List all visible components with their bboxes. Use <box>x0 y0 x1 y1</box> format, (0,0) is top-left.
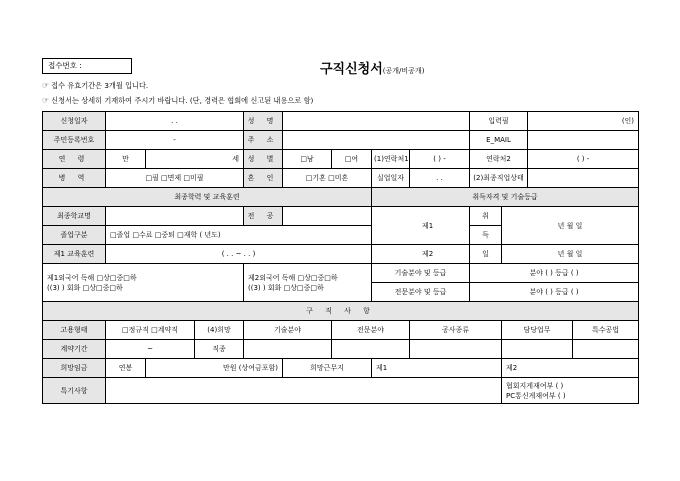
row-notes <box>43 378 639 404</box>
skill-area-header: 기술분야 <box>244 321 332 340</box>
expert-area-field[interactable] <box>332 340 410 359</box>
military-options[interactable]: □필 □면제 □미필 <box>106 169 244 188</box>
salary-annual-label: 연봉 <box>106 359 146 378</box>
notes-field[interactable] <box>106 378 502 404</box>
graduation-options[interactable]: □졸업 □수료 □중퇴 □재학 ( 년도) <box>106 226 372 245</box>
certification-section-header: 취득자격 및 기술등급 <box>372 188 639 207</box>
age-man: 만 <box>106 150 146 169</box>
language1-field[interactable] <box>43 264 244 302</box>
publication-options[interactable] <box>502 378 639 404</box>
language2-reading: 제2외국어 독해 □상□중□하 <box>248 273 338 282</box>
cert-label-chwi: 취 <box>470 207 502 226</box>
wish-job-label: (4)희망 <box>195 321 244 340</box>
duty-header: 담당업무 <box>502 321 573 340</box>
expert-field-value[interactable]: 분야 ( ) 등급 ( ) <box>470 283 639 302</box>
skill-field-value[interactable]: 분야 ( ) 등급 ( ) <box>470 264 639 283</box>
school-label: 최종학교명 <box>43 207 106 226</box>
contact2-label: 연락처2 <box>470 150 528 169</box>
age-label: 연 령 <box>43 150 106 169</box>
unemployment-date-label: 실업일자 <box>372 169 410 188</box>
row-school <box>43 207 639 226</box>
name-field[interactable] <box>283 112 470 131</box>
row-age <box>43 150 639 169</box>
construction-type-header: 공사종류 <box>410 321 502 340</box>
special-method-header: 특수공법 <box>573 321 639 340</box>
apply-date-label: 신청일자 <box>43 112 106 131</box>
cert1-date-field[interactable]: 년 월 일 <box>502 207 639 245</box>
school-field[interactable] <box>106 207 244 226</box>
gender-female-checkbox[interactable]: □여 <box>332 150 372 169</box>
expert-area-header: 전문분야 <box>332 321 410 340</box>
cert-label-deuk: 득 <box>470 226 502 245</box>
seal-field[interactable]: (인) <box>528 112 639 131</box>
marriage-options[interactable]: □기혼 □미혼 <box>283 169 372 188</box>
note-validity-text: 접수 유효기간은 3개월 입니다. <box>51 81 149 90</box>
marriage-label: 혼 인 <box>244 169 283 188</box>
application-form-table <box>42 111 639 404</box>
title-main: 구직신청서 <box>320 62 383 77</box>
job-section-header: 구 직 사 항 <box>43 302 639 321</box>
publication-magazine: 협회지게재여부 ( ) <box>506 381 564 390</box>
major-field[interactable] <box>283 207 372 226</box>
pointing-hand-icon: ☞ <box>42 96 50 105</box>
unemployment-date-field[interactable]: . . <box>410 169 470 188</box>
row-training <box>43 245 639 264</box>
language2-speaking: ((3) ) 회화 □상□중□하 <box>248 283 324 292</box>
notes-label: 특기사항 <box>43 378 106 404</box>
wish-job-label-2: 직종 <box>195 340 244 359</box>
major-label: 전 공 <box>244 207 283 226</box>
salary-field[interactable]: 만원 (상여금포함) <box>146 359 283 378</box>
row-military <box>43 169 639 188</box>
receipt-number-box[interactable] <box>42 58 132 74</box>
special-method-field[interactable] <box>573 340 639 359</box>
salary-label: 희망임금 <box>43 359 106 378</box>
contract-period-field[interactable]: ~ <box>106 340 195 359</box>
publication-pc: PC통신게재여부 ( ) <box>506 391 566 400</box>
note-instructions <box>42 96 313 106</box>
row-contract <box>43 340 639 359</box>
form-title <box>320 58 424 77</box>
age-field[interactable]: 세 <box>146 150 244 169</box>
language2-field[interactable] <box>244 264 372 302</box>
construction-type-field[interactable] <box>410 340 502 359</box>
workplace1-field[interactable]: 제1 <box>372 359 502 378</box>
apply-date-field[interactable]: . . <box>106 112 244 131</box>
rrn-label: 주민등록번호 <box>43 131 106 150</box>
graduation-label: 졸업구분 <box>43 226 106 245</box>
title-sub: (공개/비공개) <box>382 67 425 75</box>
language1-reading: 제1외국어 독해 □상□중□하 <box>47 273 137 282</box>
row-salary <box>43 359 639 378</box>
military-label: 병 역 <box>43 169 106 188</box>
skill-field-label: 기술분야 및 등급 <box>372 264 470 283</box>
employment-type-label: 고용형태 <box>43 321 106 340</box>
last-job-status-field[interactable] <box>528 169 639 188</box>
training-field[interactable]: ( . . ~ . . ) <box>106 245 372 264</box>
gender-label: 성 별 <box>244 150 283 169</box>
address-field[interactable] <box>283 131 470 150</box>
workplace-label: 희망근무지 <box>283 359 372 378</box>
cert1-field[interactable]: 제1 <box>372 207 470 245</box>
pointing-hand-icon: ☞ <box>42 81 50 90</box>
note-instructions-text: 신청서는 상세히 기재하여 주시기 바랍니다. (단, 경력은 협회에 신고된 내용으로 함) <box>51 96 314 105</box>
row-section-headers <box>43 188 639 207</box>
cert2-field[interactable]: 제2 <box>372 245 470 264</box>
note-validity <box>42 81 148 91</box>
gender-male-checkbox[interactable]: □남 <box>283 150 332 169</box>
receipt-label: 접수번호 : <box>48 61 82 70</box>
education-section-header: 최종학력 및 교육훈련 <box>43 188 372 207</box>
expert-field-label: 전문분야 및 등급 <box>372 283 470 302</box>
row-rrn <box>43 131 639 150</box>
employment-type-options[interactable]: □정규직 □계약직 <box>106 321 195 340</box>
contact1-label: (1)연락처1 <box>372 150 410 169</box>
row-employment-type <box>43 321 639 340</box>
contract-period-label: 계약기간 <box>43 340 106 359</box>
photo-status-label: 입력필 <box>470 112 528 131</box>
language1-speaking: ((3) ) 회화 □상□중□하 <box>47 283 123 292</box>
email-field[interactable] <box>528 131 639 150</box>
rrn-field[interactable]: - <box>106 131 244 150</box>
training-label: 제1 교육훈련 <box>43 245 106 264</box>
row-job-section <box>43 302 639 321</box>
contact1-field[interactable]: ( ) - <box>410 150 470 169</box>
cert-label-il: 일 <box>470 245 502 264</box>
skill-area-field[interactable] <box>244 340 332 359</box>
workplace2-field[interactable]: 제2 <box>502 359 639 378</box>
email-label: E_MAIL <box>470 131 528 150</box>
last-job-status-label: (2)최종직업상태 <box>470 169 528 188</box>
contact2-field[interactable]: ( ) - <box>528 150 639 169</box>
cert2-date-field[interactable]: 년 월 일 <box>502 245 639 264</box>
row-languages-skill <box>43 264 639 283</box>
name-label: 성 명 <box>244 112 283 131</box>
row-apply-date <box>43 112 639 131</box>
address-label: 주 소 <box>244 131 283 150</box>
duty-field[interactable] <box>502 340 573 359</box>
